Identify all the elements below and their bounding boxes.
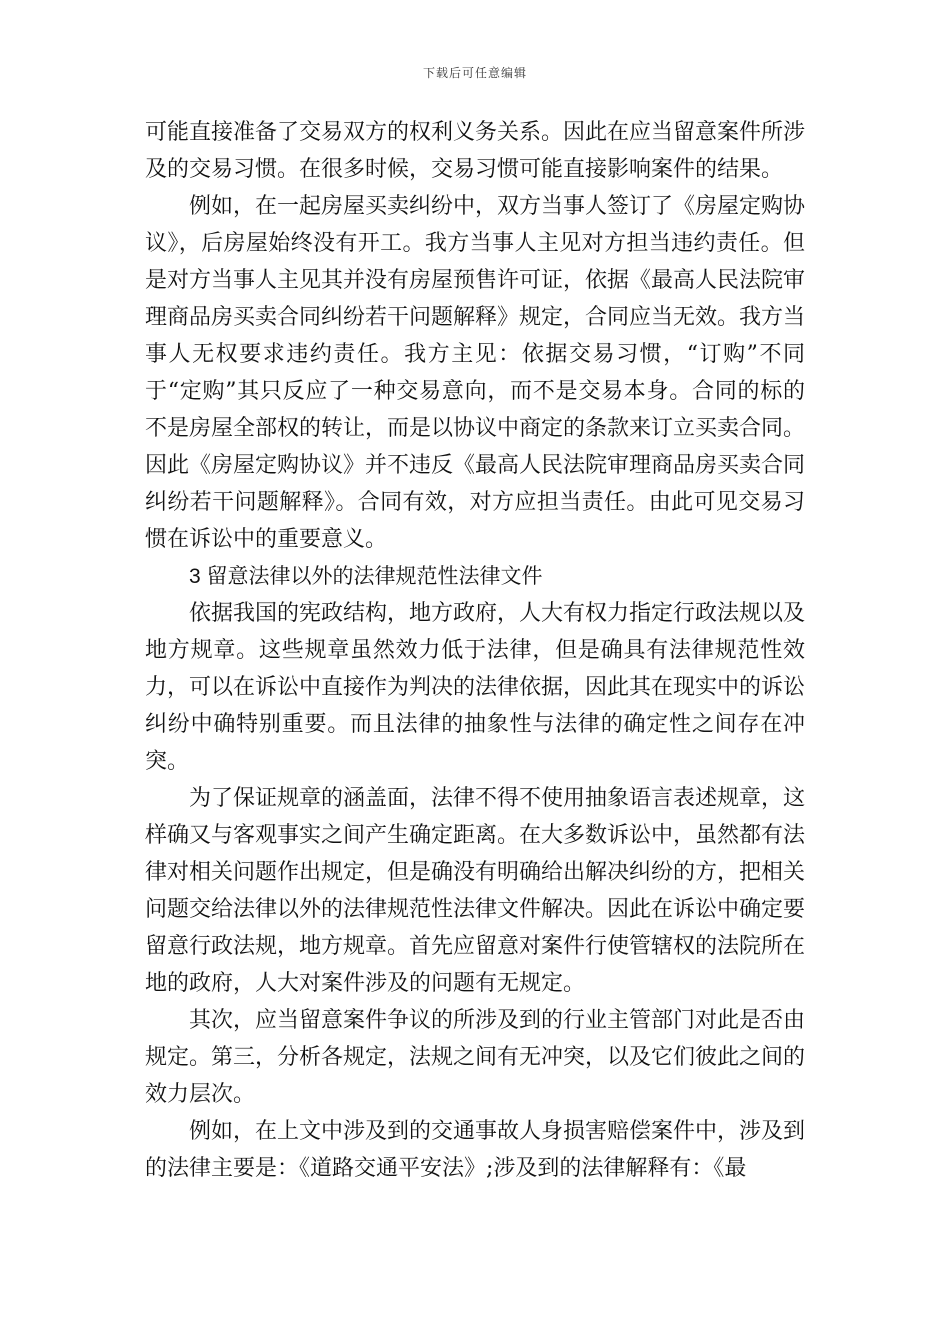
document-body — [145, 114, 805, 1187]
paragraph-5: 为了保证规章的涵盖面，法律不得不使用抽象语言表述规章，这样确又与客观事实之间产生确定距离。在大多数诉讼中，虽然都有法律对相关问题作出规定，但是确没有明确给出解决纠纷的方，把相关问题交给法律以外的法律规范性法律文件解决。因此在诉讼中确定要留意行政法规，地方规章。首先应留意对案件行使管辖权的法院所在地的政府，人大对案件涉及的问题有无规定。 — [145, 786, 806, 996]
paragraph-4: 依据我国的宪政结构，地方政府，人大有权力指定行政法规以及地方规章。这些规章虽然效力低于法律，但是确具有法律规范性效力，可以在诉讼中直接作为判决的法律依据，因此其在现实中的诉讼纠纷中确特别重要。而且法律的抽象性与法律的确定性之间存在冲突。 — [145, 601, 806, 774]
paragraph-2: 例如，在一起房屋买卖纠纷中，双方当事人签订了《房屋定购协议》，后房屋始终没有开工。我方当事人主见对方担当违约责任。但是对方当事人主见其并没有房屋预售许可证，依据《最高人民法院审理商品房买卖合同纠纷若干问题解释》规定，合同应当无效。我方当事人无权要求违约责任。我方主见：依据交易习惯，“订购”不同于“定购”其只反应了一种交易意向，而不是交易本身。合同的标的不是房屋全部权的转让，而是以协议中商定的条款来订立买卖合同。因此《房屋定购协议》并不违反《最高人民法院审理商品房买卖合同纠纷若干问题解释》。合同有效，对方应担当责任。由此可见交易习惯在诉讼中的重要意义。 — [145, 194, 806, 552]
paragraph-7: 例如，在上文中涉及到的交通事故人身损害赔偿案件中，涉及到的法律主要是：《道路交通平安法》;涉及到的法律解释有：《最 — [145, 1119, 806, 1181]
page-header: 下载后可任意编辑 — [422, 66, 527, 80]
section-heading-3: 3 留意法律以外的法律规范性法律文件 — [189, 565, 543, 588]
paragraph-1: 可能直接准备了交易双方的权利义务关系。因此在应当留意案件所涉及的交易习惯。在很多时候，交易习惯可能直接影响案件的结果。 — [145, 120, 806, 182]
paragraph-6: 其次，应当留意案件争议的所涉及到的行业主管部门对此是否由规定。第三，分析各规定，法规之间有无冲突，以及它们彼此之间的效力层次。 — [145, 1008, 806, 1107]
